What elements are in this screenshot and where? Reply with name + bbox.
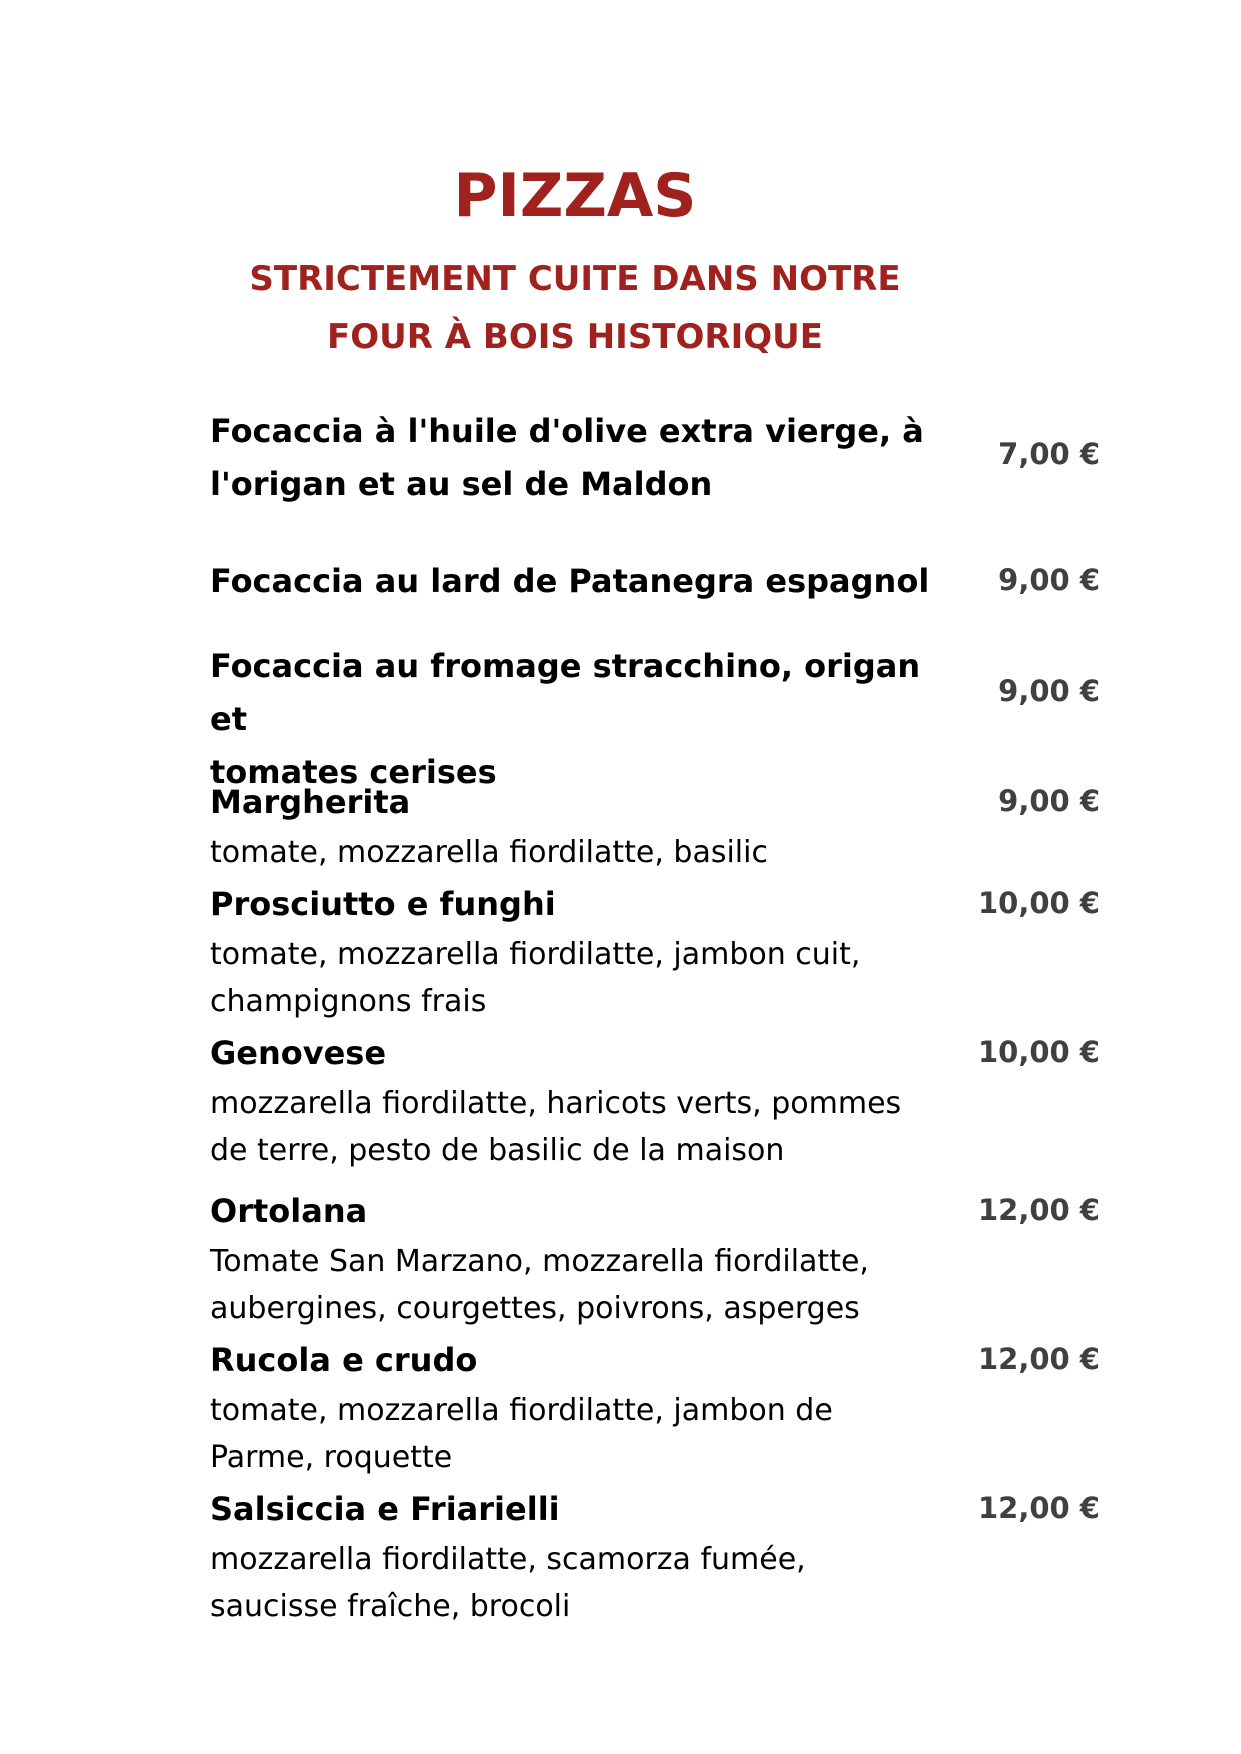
item-price: 12,00 € (977, 1491, 1100, 1525)
item-price: 7,00 € (998, 437, 1100, 471)
item-price: 12,00 € (977, 1342, 1100, 1376)
item-name: Prosciutto e funghi (210, 885, 556, 923)
item-name: Margherita (210, 783, 411, 821)
page-subtitle (0, 250, 1150, 366)
item-name: Ortolana (210, 1192, 368, 1230)
item-description-line-2: de terre, pesto de basilic de la maison (210, 1133, 785, 1168)
item-description (210, 1387, 940, 1481)
item-name: Salsiccia e Friarielli (210, 1490, 560, 1528)
item-description-line-1: Tomate San Marzano, mozzarella fiordilatte, (210, 1244, 869, 1279)
subtitle-line-1: STRICTEMENT CUITE DANS NOTRE (249, 259, 901, 299)
menu-item-focaccia-olive (210, 405, 1100, 511)
item-description-line-1: mozzarella fiordilatte, scamorza fumée, (210, 1542, 806, 1577)
item-price: 9,00 € (998, 784, 1100, 818)
item-description (210, 1080, 940, 1174)
item-name-line-1: Focaccia au fromage stracchino, origan et (210, 647, 921, 738)
item-name: Rucola e crudo (210, 1341, 478, 1379)
item-price: 9,00 € (998, 674, 1100, 708)
item-description-line-1: mozzarella fiordilatte, haricots verts, pommes (210, 1086, 902, 1121)
item-name-line-1: Focaccia à l'huile d'olive extra vierge, à (210, 412, 924, 450)
item-description-line-1: tomate, mozzarella fiordilatte, jambon cuit, (210, 937, 861, 972)
item-price: 10,00 € (977, 886, 1100, 920)
page-title: PIZZAS (453, 161, 697, 231)
item-description (210, 1536, 940, 1630)
item-description-line-2: saucisse fraîche, brocoli (210, 1589, 571, 1624)
item-price: 9,00 € (998, 563, 1100, 597)
menu-item-genovese (210, 1027, 1100, 1174)
item-name: Genovese (210, 1034, 387, 1072)
item-description: tomate, mozzarella fiordilatte, basilic (210, 835, 768, 870)
item-description-line-2: Parme, roquette (210, 1440, 453, 1475)
menu-item-prosciutto-funghi (210, 878, 1100, 1025)
menu-item-margherita (210, 776, 1100, 876)
menu-item-salsiccia-friarielli (210, 1483, 1100, 1630)
item-description-line-1: tomate, mozzarella fiordilatte, jambon de (210, 1393, 833, 1428)
menu-item-ortolana (210, 1185, 1100, 1332)
item-name: Focaccia au lard de Patanegra espagnol (210, 562, 930, 600)
item-name-line-2: l'origan et au sel de Maldon (210, 465, 713, 503)
subtitle-line-2: FOUR À BOIS HISTORIQUE (327, 317, 823, 357)
menu-item-rucola-crudo (210, 1334, 1100, 1481)
menu-item-focaccia-lard (210, 555, 1100, 608)
item-price: 12,00 € (977, 1193, 1100, 1227)
item-description-line-2: aubergines, courgettes, poivrons, asperges (210, 1291, 860, 1326)
item-price: 10,00 € (977, 1035, 1100, 1069)
item-description (210, 931, 940, 1025)
item-description-line-2: champignons frais (210, 984, 487, 1019)
item-name-line-2: tomates cerises (210, 753, 497, 791)
item-name (210, 405, 940, 511)
item-description (210, 1238, 940, 1332)
